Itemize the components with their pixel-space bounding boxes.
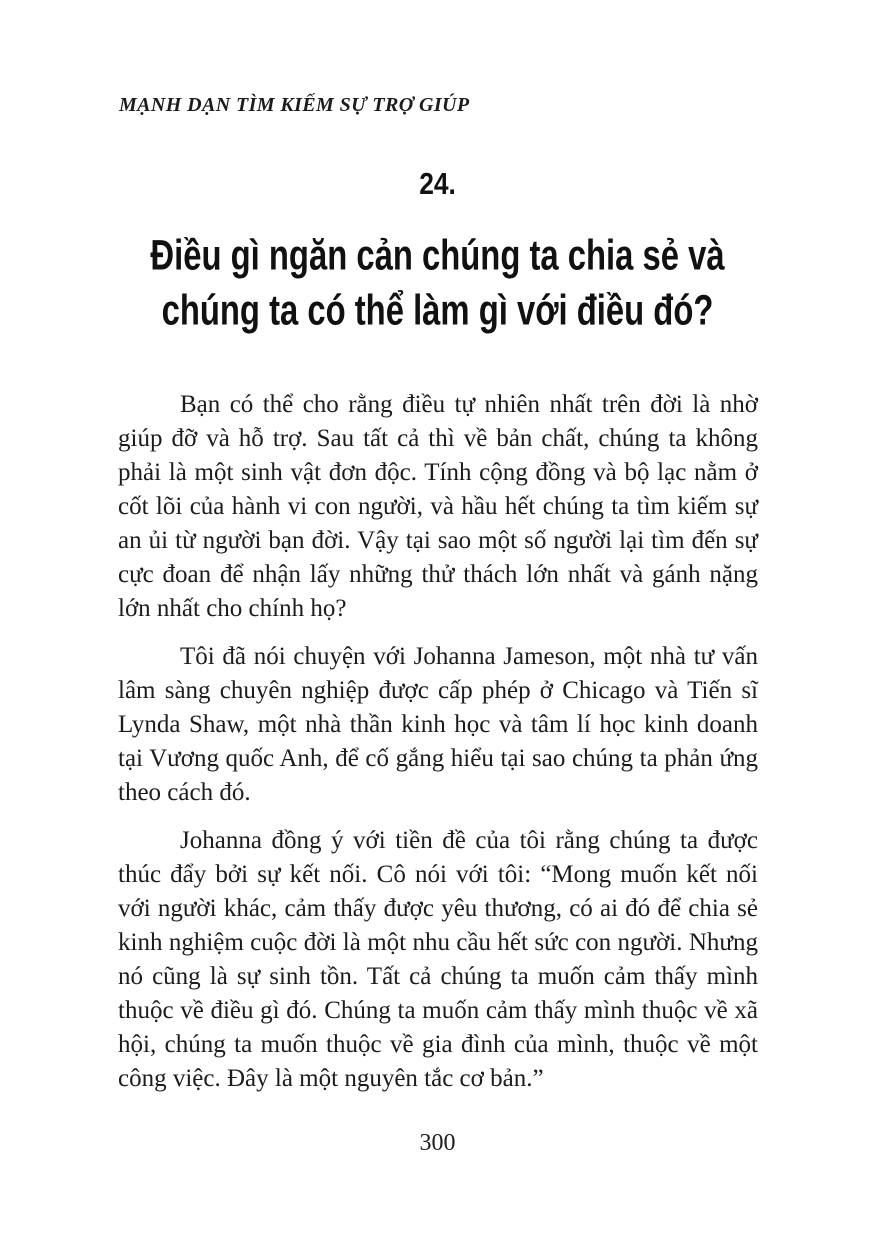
paragraph-1: Bạn có thể cho rằng điều tự nhiên nhất trên đời là nhờ giúp đỡ và hỗ trợ. Sau tất cả thì về bản chất, chúng ta không phải là một sinh vật đơn độc. Tính cộng đồng và bộ lạc nằm ở cốt lõi của hành vi con người, và hầu hết chúng ta tìm kiếm sự an ủi từ người bạn đời. Vậy tại sao một số người lại tìm đến sự cực đoan để nhận lấy những thử thách lớn nhất và gánh nặng lớn nhất cho chính họ? [118,391,758,622]
paragraph-2: Tôi đã nói chuyện với Johanna Jameson, một nhà tư vấn lâm sàng chuyên nghiệp được cấp phép ở Chicago và Tiến sĩ Lynda Shaw, một nhà thần kinh học và tâm lí học kinh doanh tại Vương quốc Anh, để cố gắng hiểu tại sao chúng ta phản ứng theo cách đó. [118,643,758,806]
chapter-title-line-2: chúng ta có thể làm gì với điều đó? [161,286,714,334]
chapter-title-line-1: Điều gì ngăn cản chúng ta chia sẻ và [150,231,725,279]
chapter-number: 24. [419,166,456,201]
running-header: MẠNH DẠN TÌM KIẾM SỰ TRỢ GIÚP [119,94,470,116]
chapter-number-row [0,166,875,202]
chapter-title [0,228,875,338]
page-number: 300 [419,1130,456,1156]
body-text [118,388,758,1110]
paragraph-3: Johanna đồng ý với tiền đề của tôi rằng chúng ta được thúc đẩy bởi sự kết nối. Cô nói với tôi: “Mong muốn kết nối với người khác, cảm thấy được yêu thương, có ai đó để chia sẻ kinh nghiệm cuộc đời là một nhu cầu hết sức con người. Nhưng nó cũng là sự sinh tồn. Tất cả chúng ta muốn cảm thấy mình thuộc về điều gì đó. Chúng ta muốn cảm thấy mình thuộc về xã hội, chúng ta muốn thuộc về gia đình của mình, thuộc về một công việc. Đây là một nguyên tắc cơ bản.” [118,827,758,1092]
